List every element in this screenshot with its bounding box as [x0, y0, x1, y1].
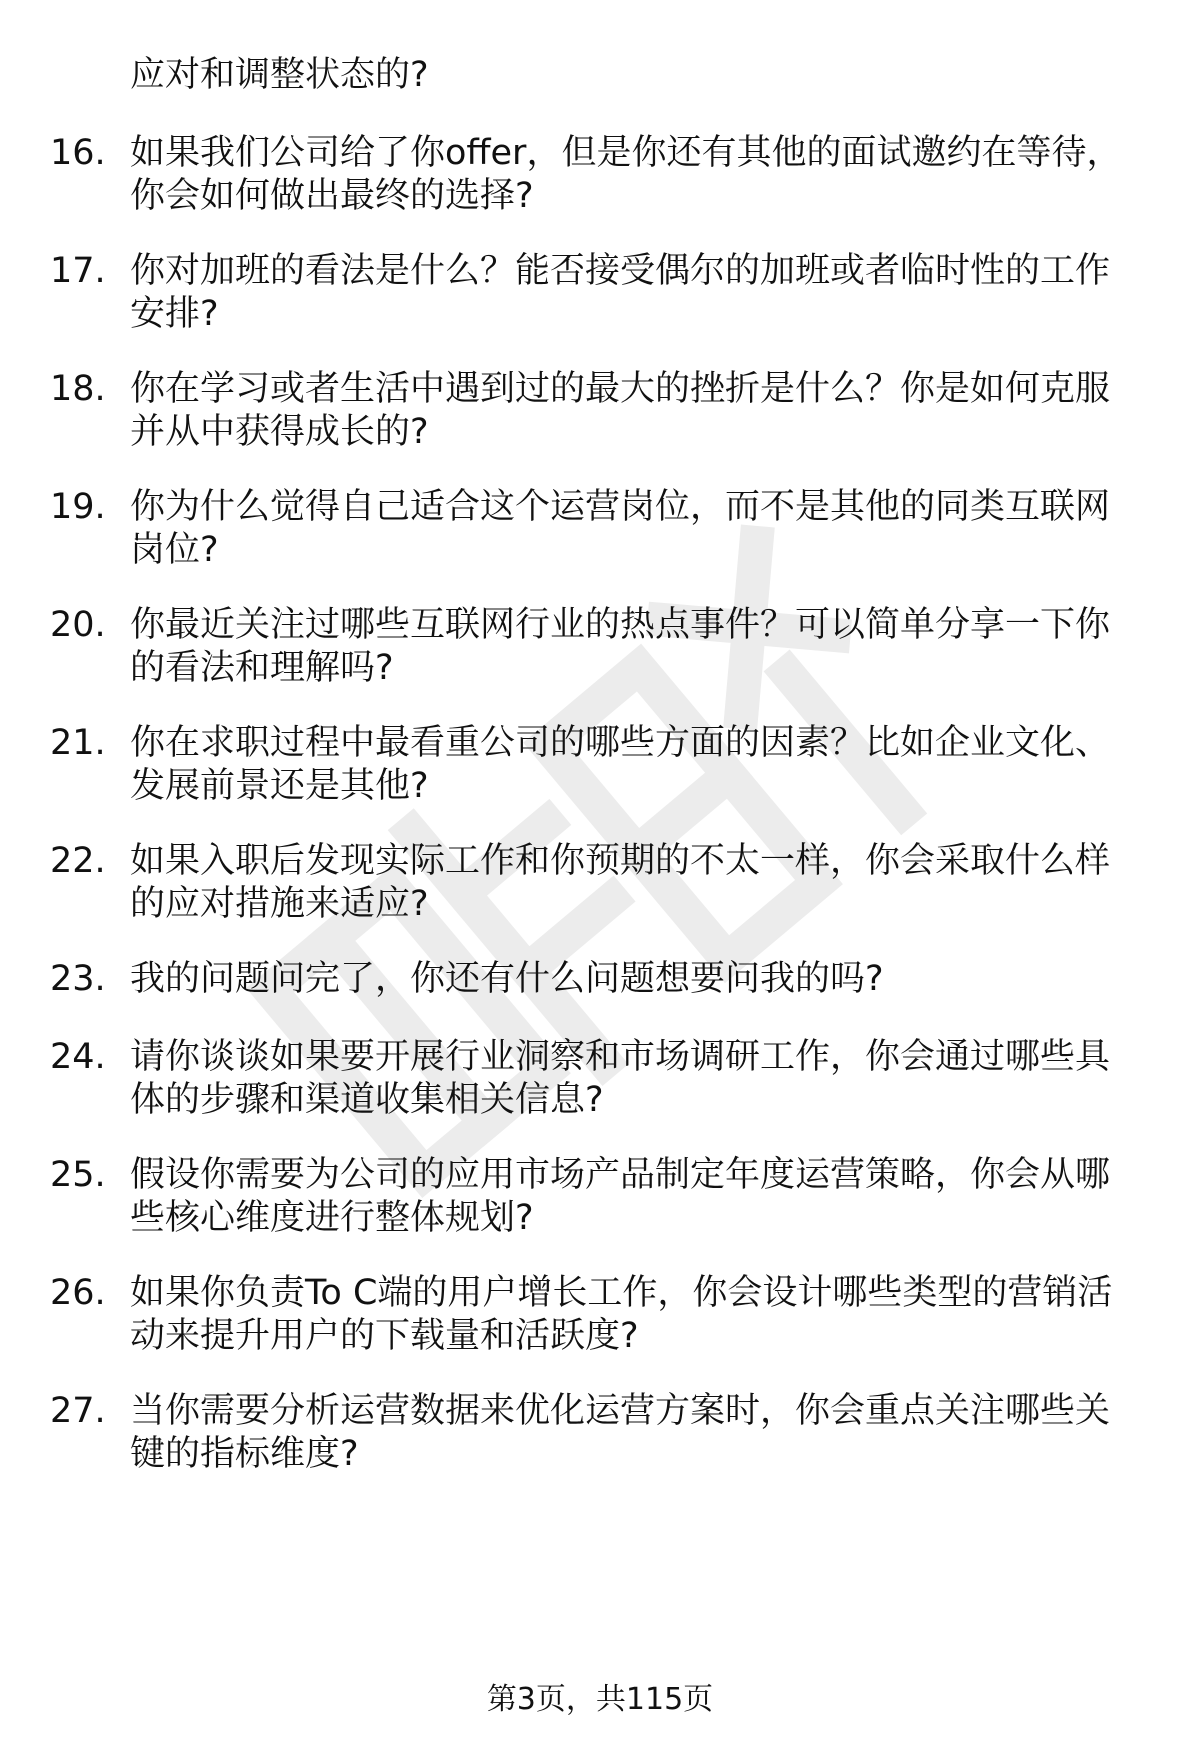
- question-text-line2: 键的指标维度?: [130, 1434, 359, 1474]
- question-number: 24.: [50, 1037, 106, 1077]
- question-text-line1: 如果我们公司给了你offer，但是你还有其他的面试邀约在等待，: [130, 133, 1122, 173]
- question-text-line2: 的看法和理解吗?: [130, 648, 394, 688]
- question-text-line2: 你会如何做出最终的选择?: [130, 176, 534, 216]
- question-text-line2: 并从中获得成长的?: [130, 412, 429, 452]
- question-text-line1: 如果你负责To C端的用户增长工作，你会设计哪些类型的营销活: [130, 1273, 1113, 1313]
- question-number: 26.: [50, 1273, 106, 1313]
- question-text-line1: 如果入职后发现实际工作和你预期的不太一样，你会采取什么样: [130, 841, 1111, 881]
- question-text-line1: 你在学习或者生活中遇到过的最大的挫折是什么？你是如何克服: [130, 369, 1111, 409]
- question-text-line2: 的应对措施来适应?: [130, 884, 429, 924]
- question-number: 21.: [50, 723, 106, 763]
- question-number: 16.: [50, 133, 106, 173]
- question-text-line1: 你为什么觉得自己适合这个运营岗位，而不是其他的同类互联网: [130, 487, 1111, 527]
- question-text-line1: 假设你需要为公司的应用市场产品制定年度运营策略，你会从哪: [130, 1155, 1111, 1195]
- question-text-line2: 些核心维度进行整体规划?: [130, 1198, 534, 1238]
- question-text-line1: 我的问题问完了，你还有什么问题想要问我的吗?: [130, 959, 884, 999]
- question-text-line2: 岗位?: [130, 530, 219, 570]
- question-text-line1: 当你需要分析运营数据来优化运营方案时，你会重点关注哪些关: [130, 1391, 1111, 1431]
- question-text-line2: 动来提升用户的下载量和活跃度?: [130, 1316, 639, 1356]
- page-number-footer: 第3页，共115页: [486, 1682, 714, 1717]
- question-text-line2: 体的步骤和渠道收集相关信息?: [130, 1080, 604, 1120]
- question-text-line2: 安排?: [130, 294, 219, 334]
- question-number: 18.: [50, 369, 106, 409]
- question-text-line1: 你最近关注过哪些互联网行业的热点事件？可以简单分享一下你: [130, 605, 1111, 645]
- question-number: 23.: [50, 959, 106, 999]
- question-number: 17.: [50, 251, 106, 291]
- question-number: 22.: [50, 841, 106, 881]
- question-number: 27.: [50, 1391, 106, 1431]
- question-text-line1: 你在求职过程中最看重公司的哪些方面的因素？比如企业文化、: [130, 723, 1111, 763]
- question-number: 19.: [50, 487, 106, 527]
- question-number: 25.: [50, 1155, 106, 1195]
- question-text-line2: 发展前景还是其他?: [130, 766, 429, 806]
- continuation-line: 应对和调整状态的?: [130, 55, 429, 95]
- question-number: 20.: [50, 605, 106, 645]
- question-text-line1: 你对加班的看法是什么？能否接受偶尔的加班或者临时性的工作: [130, 251, 1111, 291]
- question-text-line1: 请你谈谈如果要开展行业洞察和市场调研工作，你会通过哪些具: [130, 1037, 1111, 1077]
